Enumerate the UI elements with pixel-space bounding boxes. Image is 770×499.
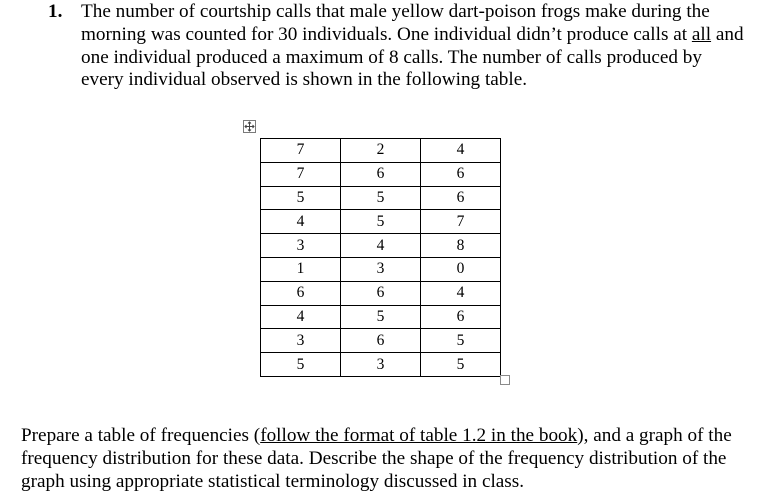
table-row	[261, 139, 501, 163]
move-arrows-icon	[244, 121, 255, 132]
table-row	[261, 234, 501, 258]
instruction-paragraph	[21, 425, 749, 493]
calls-data-table	[260, 138, 501, 377]
table-row	[261, 210, 501, 234]
table-row	[261, 329, 501, 353]
table-resize-handle[interactable]	[500, 375, 510, 385]
table-cell: 4	[341, 234, 421, 258]
table-cell: 6	[341, 162, 421, 186]
table-cell: 6	[341, 281, 421, 305]
question-text-underlined: all	[691, 23, 712, 45]
table-cell: 2	[341, 139, 421, 163]
table-cell: 8	[421, 234, 501, 258]
table-cell: 5	[421, 353, 501, 377]
question-number: 1.	[48, 1, 63, 22]
question-text-part2: and one individual produced a maximum of 8 calls. The number of calls produced by every individual observed is shown in the following table.	[81, 23, 744, 91]
calls-table-body	[261, 139, 501, 377]
table-cell: 1	[261, 257, 341, 281]
table-cell: 7	[261, 162, 341, 186]
table-row	[261, 305, 501, 329]
table-cell: 6	[421, 305, 501, 329]
table-cell: 4	[261, 305, 341, 329]
table-cell: 7	[421, 210, 501, 234]
question-text	[81, 1, 748, 92]
table-cell: 5	[341, 186, 421, 210]
table-cell: 6	[341, 329, 421, 353]
instruction-text-underlined: follow the format of table 1.2 in the book	[260, 425, 578, 446]
table-row	[261, 281, 501, 305]
table-cell: 3	[341, 257, 421, 281]
table-cell: 7	[261, 139, 341, 163]
table-cell: 4	[421, 139, 501, 163]
table-move-handle[interactable]	[243, 120, 256, 133]
table-cell: 5	[261, 186, 341, 210]
table-cell: 4	[261, 210, 341, 234]
table-row	[261, 162, 501, 186]
table-row	[261, 257, 501, 281]
table-cell: 3	[341, 353, 421, 377]
table-cell: 5	[341, 210, 421, 234]
table-cell: 0	[421, 257, 501, 281]
instruction-text-part2: ), and a graph of the frequency distribution for these data. Describe the shape of the frequency distribution of the graph using appropriate statistical terminology discussed in class.	[21, 425, 732, 492]
table-cell: 6	[261, 281, 341, 305]
table-cell: 3	[261, 234, 341, 258]
table-cell: 5	[261, 353, 341, 377]
table-cell: 3	[261, 329, 341, 353]
table-cell: 5	[421, 329, 501, 353]
question-paragraph	[48, 1, 748, 92]
table-row	[261, 353, 501, 377]
table-cell: 5	[341, 305, 421, 329]
table-cell: 4	[421, 281, 501, 305]
table-cell: 6	[421, 186, 501, 210]
table-cell: 6	[421, 162, 501, 186]
instruction-text-part1: Prepare a table of frequencies (	[21, 425, 261, 446]
table-row	[261, 186, 501, 210]
question-text-part1: The number of courtship calls that male yellow dart-poison frogs make during the morning was counted for 30 individuals. One individual didn’t produce calls at	[81, 1, 710, 45]
